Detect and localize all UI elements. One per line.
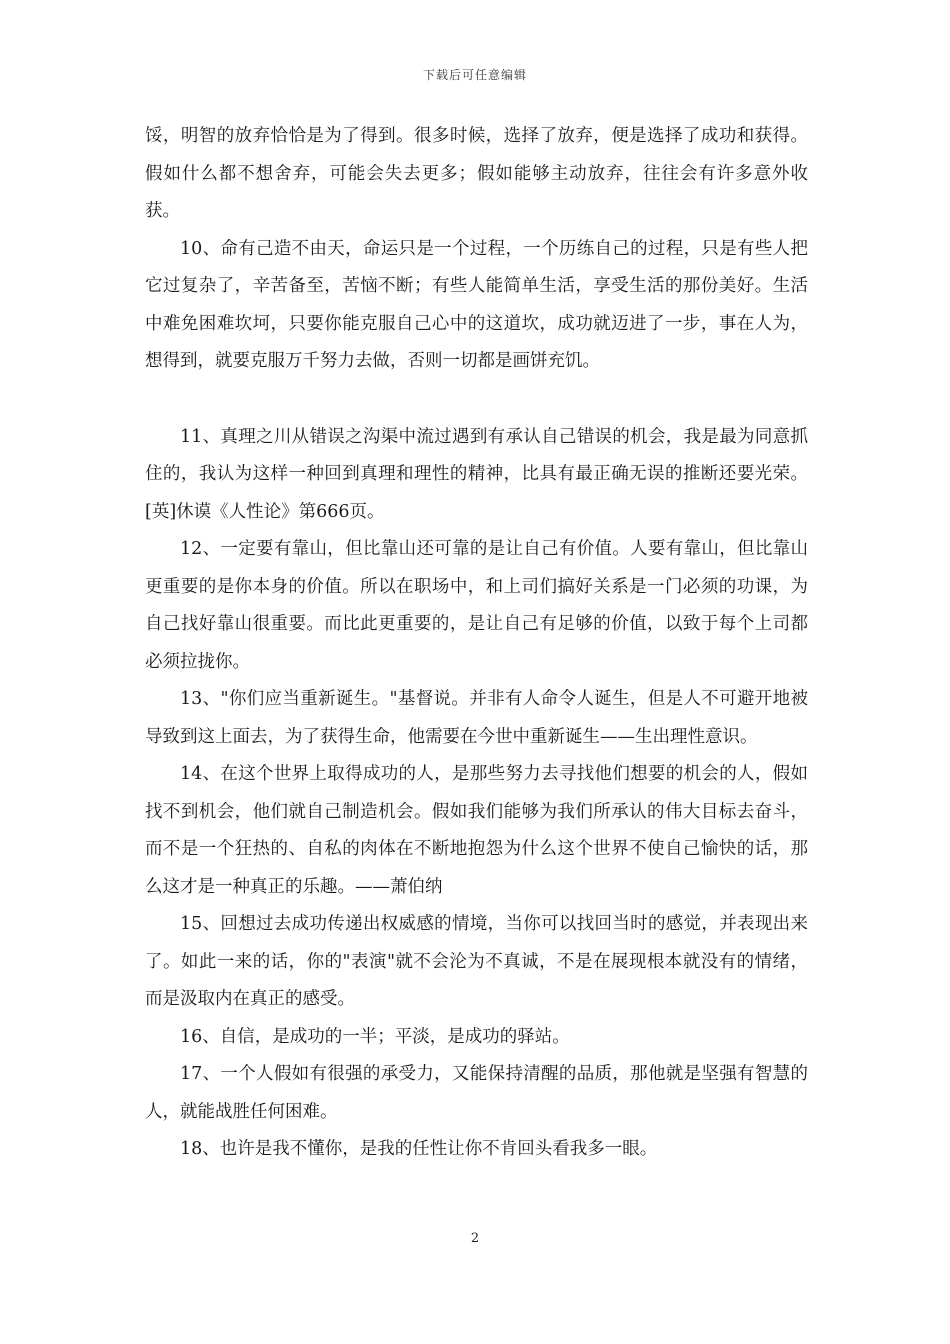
page-header: 下载后可任意编辑: [422, 68, 527, 82]
paragraph-14: 14、在这个世界上取得成功的人，是那些努力去寻找他们想要的机会的人，假如找不到机会，他们就自己制造机会。假如我们能够为我们所承认的伟大目标去奋斗，而不是一个狂热的、自私的肉体在不断地抱怨为什么这个世界不使自己愉快的话，那么这才是一种真正的乐趣。——萧伯纳: [145, 764, 808, 897]
paragraph-11: 11、真理之川从错误之沟渠中流过遇到有承认自己错误的机会，我是最为同意抓住的，我认为这样一种回到真理和理性的精神，比具有最正确无误的推断还要光荣。[英]休谟《人性论》第666页。: [145, 426, 808, 522]
paragraph-18: 18、也许是我不懂你，是我的任性让你不肯回头看我多一眼。: [180, 1139, 658, 1159]
document-body: [145, 118, 808, 1169]
page-number: 2: [470, 1231, 480, 1246]
paragraph-12: 12、一定要有靠山，但比靠山还可靠的是让自己有价值。人要有靠山，但比靠山更重要的是你本身的价值。所以在职场中，和上司们搞好关系是一门必须的功课，为自己找好靠山很重要。而比此更重要的，是让自己有足够的价值，以致于每个上司都必须拉拢你。: [145, 539, 808, 672]
paragraph-17: 17、一个人假如有很强的承受力，又能保持清醒的品质，那他就是坚强有智慧的人，就能战胜任何困难。: [145, 1064, 808, 1122]
paragraph-10: 10、命有己造不由天，命运只是一个过程，一个历练自己的过程，只是有些人把它过复杂了，辛苦备至，苦恼不断；有些人能简单生活，享受生活的那份美好。生活中难免困难坎坷，只要你能克服自己心中的这道坎，成功就迈进了一步，事在人为，想得到，就要克服万千努力去做，否则一切都是画饼充饥。: [145, 238, 808, 371]
paragraph-16: 16、自信，是成功的一半；平淡，是成功的驿站。: [180, 1026, 570, 1047]
paragraph-spacer: [145, 381, 808, 419]
paragraph-15: 15、回想过去成功传递出权威感的情境，当你可以找回当时的感觉，并表现出来了。如此一来的话，你的"表演"就不会沦为不真诚，不是在展现根本就没有的情绪，而是汲取内在真正的感受。: [145, 914, 808, 1009]
paragraph-13: 13、"你们应当重新诞生。"基督说。并非有人命令人诞生，但是人不可避开地被导致到这上面去，为了获得生命，他需要在今世中重新诞生——生出理性意识。: [145, 689, 808, 747]
paragraph-continuation: 馁，明智的放弃恰恰是为了得到。很多时候，选择了放弃，便是选择了成功和获得。假如什么都不想舍弃，可能会失去更多；假如能够主动放弃，往往会有许多意外收获。: [145, 126, 808, 221]
